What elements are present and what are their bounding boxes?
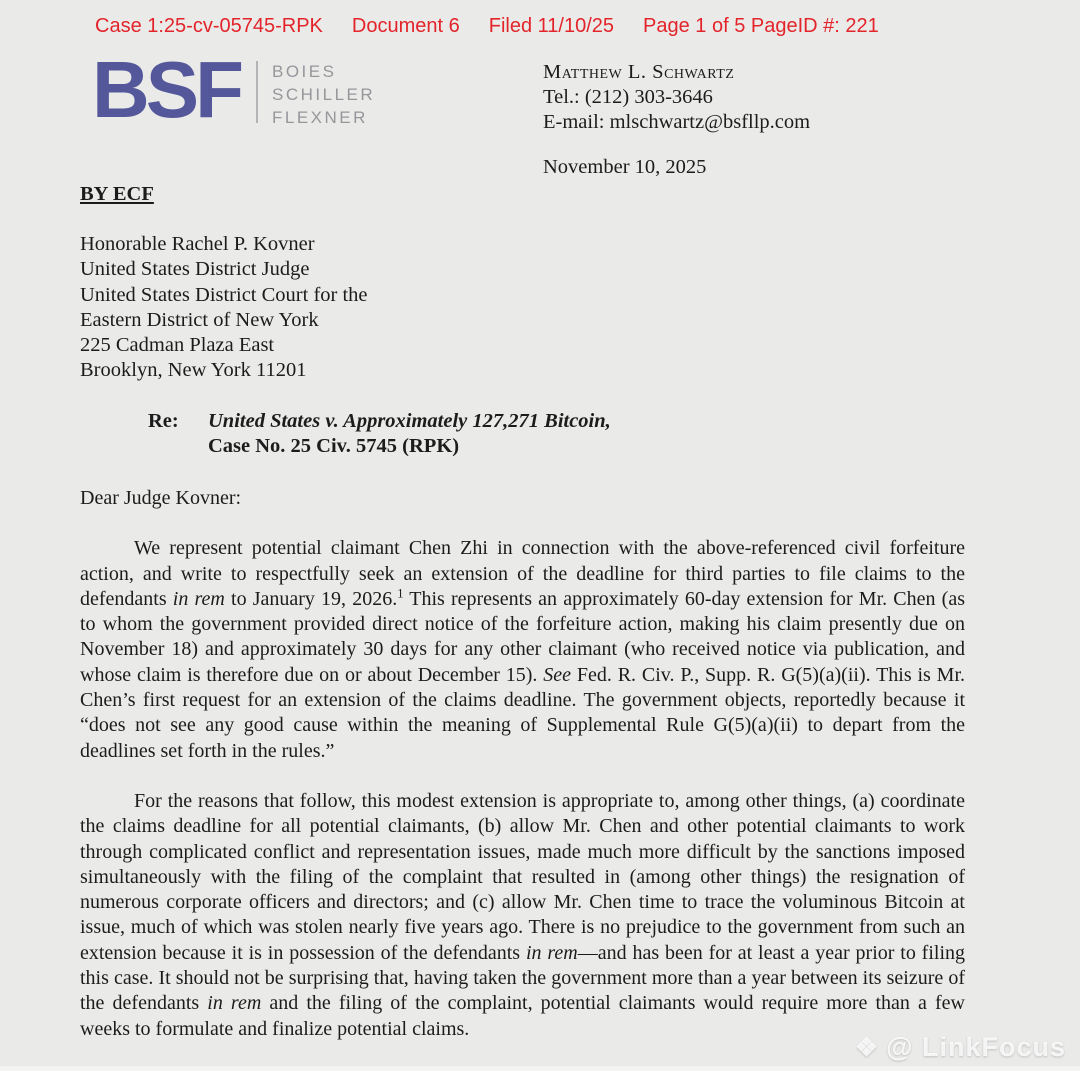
case-number: Case No. 25 Civ. 5745 (RPK) [208,435,460,457]
attorney-name: Matthew L. Schwartz [543,61,735,83]
text-segment: in rem [207,992,262,1015]
text-segment: This represents an approximately 60-day extension for Mr. Chen (as to whom the government provided direct notice of the forfeiture action, making his claim presently due on November 18) and approximately 30 days for any other claimant (who received notice via publication, and whose claim is therefore due on or about December 15). [80,587,965,686]
bsf-initials: BSF [92,45,240,134]
text-segment: in rem [172,587,225,610]
subject-text [208,409,611,459]
case-name: United States v. Approximately 127,271 Bitcoin, [208,410,611,432]
text-segment: in rem [525,941,578,964]
page-bottom-edge [0,1066,1080,1071]
address-line: 225 Cadman Plaza East [80,334,275,357]
court-stamp [95,15,879,38]
logo-divider [256,61,258,123]
recipient-address [80,232,368,384]
body-paragraph [80,536,965,764]
subject-label: Re: [148,410,179,432]
text-segment: For the reasons that follow, this modest extension is appropriate to, among other things, (a) coordinate the claims deadline for all potential claimants, (b) allow Mr. Chen and other potential claimants to work through complicated conflict and representation issues, made much more difficult by the sanctions imposed simultaneously with the filing of the complaint that resulted in (among other things) the resignation of numerous corporate officers and directors; and (c) allow Mr. Chen time to trace the voluminous Bitcoin at issue, much of which was stolen nearly five years ago. There is no prejudice to the government from such an extension because it is in possession of the defendants [80,789,965,964]
stamp-document-number: Document 6 [351,15,460,37]
letterhead [92,45,1000,188]
firm-name-line: FLEXNER [272,108,368,127]
address-line: Honorable Rachel P. Kovner [80,233,315,255]
text-segment: and the filing of the complaint, potential claimants would require more than a few weeks to formulate and finalize potential claims. [80,992,965,1040]
text-segment: Fed. R. Civ. P., Supp. R. G(5)(a)(ii). This is Mr. Chen’s first request for an extension of the claims deadline. The government objects, reportedly because it “does not see any good cause within the meaning of Supplemental Rule G(5)(a)(ii) to depart from the deadlines set forth in the rules.” [80,663,965,762]
body-paragraph [80,789,965,1042]
address-line: United States District Judge [80,258,310,281]
diamond-icon: ❖ [854,1032,880,1062]
letter-body [80,486,965,1042]
stamp-case-number: Case 1:25-cv-05745-RPK [95,15,323,37]
address-line: Eastern District of New York [80,308,319,331]
contact-block [543,60,810,180]
firm-name-line: BOIES [272,62,337,81]
watermark-text: @ LinkFocus [886,1032,1066,1062]
stamp-page-info: Page 1 of 5 PageID #: 221 [643,15,879,37]
text-segment: See [543,663,572,686]
text-segment: We represent potential claimant Chen Zhi in connection with the above-referenced civil forfeiture action, and write to respectfully seek an extension of the deadline for third parties to file claims to the defendants [80,537,965,610]
letter-date: November 10, 2025 [543,156,707,178]
attorney-email: E-mail: mlschwartz@bsfllp.com [543,111,811,133]
stamp-filed-date: Filed 11/10/25 [488,15,615,37]
salutation: Dear Judge Kovner: [80,487,242,509]
address-line: United States District Court for the [80,283,368,306]
attorney-phone: Tel.: (212) 303-3646 [543,86,713,108]
text-segment: —and has been for at least a year prior to filing this case. It should not be surprising that, having taken the government more than a year between its seizure of the defendants [80,941,966,1015]
footnote-ref: 1 [397,586,404,601]
watermark [855,1032,1066,1063]
address-line: Brooklyn, New York 11201 [80,359,307,382]
firm-name [272,58,375,129]
subject-line [148,409,611,459]
delivery-method: BY ECF [80,183,154,205]
text-segment: to January 19, 2026. [224,587,398,610]
firm-name-line: SCHILLER [272,85,376,104]
